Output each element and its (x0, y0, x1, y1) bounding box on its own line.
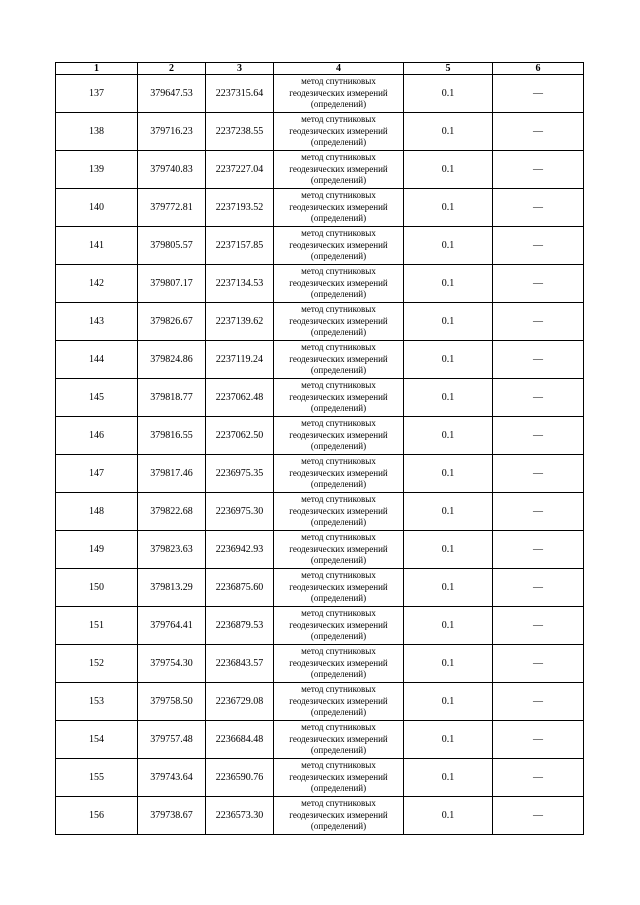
coordinates-table (55, 62, 584, 835)
table-row (56, 265, 584, 303)
x-coordinate-cell: 379743.64 (138, 759, 206, 797)
x-coordinate-cell: 379823.63 (138, 531, 206, 569)
note-cell: — (493, 417, 584, 455)
note-cell: — (493, 759, 584, 797)
y-coordinate-cell: 2236975.35 (206, 455, 274, 493)
x-coordinate-cell: 379754.30 (138, 645, 206, 683)
method-cell: метод спутниковых геодезических измерений (определений) (274, 151, 404, 189)
header-col-5: 5 (404, 63, 493, 75)
accuracy-cell: 0.1 (404, 721, 493, 759)
note-cell: — (493, 379, 584, 417)
method-cell: метод спутниковых геодезических измерений (определений) (274, 683, 404, 721)
point-number-cell: 145 (56, 379, 138, 417)
point-number-cell: 149 (56, 531, 138, 569)
point-number-cell: 140 (56, 189, 138, 227)
point-number-cell: 139 (56, 151, 138, 189)
method-cell: метод спутниковых геодезических измерений (определений) (274, 531, 404, 569)
x-coordinate-cell: 379764.41 (138, 607, 206, 645)
note-cell: — (493, 797, 584, 835)
note-cell: — (493, 645, 584, 683)
x-coordinate-cell: 379740.83 (138, 151, 206, 189)
y-coordinate-cell: 2237062.50 (206, 417, 274, 455)
y-coordinate-cell: 2236729.08 (206, 683, 274, 721)
header-col-2: 2 (138, 63, 206, 75)
x-coordinate-cell: 379805.57 (138, 227, 206, 265)
accuracy-cell: 0.1 (404, 227, 493, 265)
point-number-cell: 138 (56, 113, 138, 151)
note-cell: — (493, 341, 584, 379)
header-col-1: 1 (56, 63, 138, 75)
y-coordinate-cell: 2236843.57 (206, 645, 274, 683)
x-coordinate-cell: 379817.46 (138, 455, 206, 493)
accuracy-cell: 0.1 (404, 417, 493, 455)
table-row (56, 455, 584, 493)
point-number-cell: 150 (56, 569, 138, 607)
header-row (56, 63, 584, 75)
table-row (56, 151, 584, 189)
x-coordinate-cell: 379716.23 (138, 113, 206, 151)
accuracy-cell: 0.1 (404, 189, 493, 227)
accuracy-cell: 0.1 (404, 75, 493, 113)
point-number-cell: 155 (56, 759, 138, 797)
y-coordinate-cell: 2237315.64 (206, 75, 274, 113)
point-number-cell: 156 (56, 797, 138, 835)
accuracy-cell: 0.1 (404, 341, 493, 379)
table-row (56, 303, 584, 341)
x-coordinate-cell: 379807.17 (138, 265, 206, 303)
accuracy-cell: 0.1 (404, 151, 493, 189)
note-cell: — (493, 455, 584, 493)
method-cell: метод спутниковых геодезических измерений (определений) (274, 721, 404, 759)
note-cell: — (493, 75, 584, 113)
accuracy-cell: 0.1 (404, 569, 493, 607)
table-row (56, 417, 584, 455)
method-cell: метод спутниковых геодезических измерений (определений) (274, 227, 404, 265)
method-cell: метод спутниковых геодезических измерений (определений) (274, 455, 404, 493)
y-coordinate-cell: 2236942.93 (206, 531, 274, 569)
note-cell: — (493, 531, 584, 569)
method-cell: метод спутниковых геодезических измерений (определений) (274, 341, 404, 379)
accuracy-cell: 0.1 (404, 265, 493, 303)
table-row (56, 569, 584, 607)
note-cell: — (493, 151, 584, 189)
y-coordinate-cell: 2236573.30 (206, 797, 274, 835)
x-coordinate-cell: 379772.81 (138, 189, 206, 227)
y-coordinate-cell: 2236879.53 (206, 607, 274, 645)
accuracy-cell: 0.1 (404, 683, 493, 721)
note-cell: — (493, 569, 584, 607)
point-number-cell: 143 (56, 303, 138, 341)
point-number-cell: 153 (56, 683, 138, 721)
x-coordinate-cell: 379813.29 (138, 569, 206, 607)
y-coordinate-cell: 2236684.48 (206, 721, 274, 759)
note-cell: — (493, 265, 584, 303)
table-body (56, 75, 584, 835)
y-coordinate-cell: 2237227.04 (206, 151, 274, 189)
table-row (56, 189, 584, 227)
point-number-cell: 151 (56, 607, 138, 645)
table-row (56, 683, 584, 721)
y-coordinate-cell: 2237157.85 (206, 227, 274, 265)
point-number-cell: 141 (56, 227, 138, 265)
table-header (56, 63, 584, 75)
method-cell: метод спутниковых геодезических измерений (определений) (274, 569, 404, 607)
x-coordinate-cell: 379822.68 (138, 493, 206, 531)
accuracy-cell: 0.1 (404, 493, 493, 531)
point-number-cell: 137 (56, 75, 138, 113)
note-cell: — (493, 227, 584, 265)
accuracy-cell: 0.1 (404, 797, 493, 835)
method-cell: метод спутниковых геодезических измерений (определений) (274, 417, 404, 455)
y-coordinate-cell: 2236875.60 (206, 569, 274, 607)
note-cell: — (493, 607, 584, 645)
accuracy-cell: 0.1 (404, 303, 493, 341)
method-cell: метод спутниковых геодезических измерений (определений) (274, 645, 404, 683)
table-row (56, 75, 584, 113)
x-coordinate-cell: 379738.67 (138, 797, 206, 835)
accuracy-cell: 0.1 (404, 455, 493, 493)
accuracy-cell: 0.1 (404, 645, 493, 683)
x-coordinate-cell: 379647.53 (138, 75, 206, 113)
x-coordinate-cell: 379757.48 (138, 721, 206, 759)
point-number-cell: 146 (56, 417, 138, 455)
table-row (56, 645, 584, 683)
table-row (56, 379, 584, 417)
method-cell: метод спутниковых геодезических измерений (определений) (274, 303, 404, 341)
point-number-cell: 152 (56, 645, 138, 683)
note-cell: — (493, 113, 584, 151)
note-cell: — (493, 683, 584, 721)
point-number-cell: 154 (56, 721, 138, 759)
header-col-4: 4 (274, 63, 404, 75)
y-coordinate-cell: 2237119.24 (206, 341, 274, 379)
y-coordinate-cell: 2237062.48 (206, 379, 274, 417)
accuracy-cell: 0.1 (404, 379, 493, 417)
y-coordinate-cell: 2237134.53 (206, 265, 274, 303)
method-cell: метод спутниковых геодезических измерений (определений) (274, 113, 404, 151)
table-row (56, 531, 584, 569)
x-coordinate-cell: 379818.77 (138, 379, 206, 417)
method-cell: метод спутниковых геодезических измерений (определений) (274, 189, 404, 227)
x-coordinate-cell: 379824.86 (138, 341, 206, 379)
point-number-cell: 142 (56, 265, 138, 303)
y-coordinate-cell: 2236590.76 (206, 759, 274, 797)
method-cell: метод спутниковых геодезических измерений (определений) (274, 797, 404, 835)
method-cell: метод спутниковых геодезических измерений (определений) (274, 759, 404, 797)
y-coordinate-cell: 2237193.52 (206, 189, 274, 227)
x-coordinate-cell: 379826.67 (138, 303, 206, 341)
table-row (56, 721, 584, 759)
accuracy-cell: 0.1 (404, 759, 493, 797)
y-coordinate-cell: 2237238.55 (206, 113, 274, 151)
table-row (56, 493, 584, 531)
header-col-6: 6 (493, 63, 584, 75)
table-row (56, 341, 584, 379)
accuracy-cell: 0.1 (404, 113, 493, 151)
note-cell: — (493, 189, 584, 227)
method-cell: метод спутниковых геодезических измерений (определений) (274, 379, 404, 417)
note-cell: — (493, 493, 584, 531)
point-number-cell: 148 (56, 493, 138, 531)
x-coordinate-cell: 379816.55 (138, 417, 206, 455)
point-number-cell: 144 (56, 341, 138, 379)
table-row (56, 797, 584, 835)
table-row (56, 227, 584, 265)
method-cell: метод спутниковых геодезических измерений (определений) (274, 265, 404, 303)
accuracy-cell: 0.1 (404, 607, 493, 645)
note-cell: — (493, 303, 584, 341)
table-row (56, 113, 584, 151)
table-row (56, 607, 584, 645)
x-coordinate-cell: 379758.50 (138, 683, 206, 721)
accuracy-cell: 0.1 (404, 531, 493, 569)
y-coordinate-cell: 2237139.62 (206, 303, 274, 341)
method-cell: метод спутниковых геодезических измерений (определений) (274, 75, 404, 113)
note-cell: — (493, 721, 584, 759)
point-number-cell: 147 (56, 455, 138, 493)
y-coordinate-cell: 2236975.30 (206, 493, 274, 531)
header-col-3: 3 (206, 63, 274, 75)
table-row (56, 759, 584, 797)
method-cell: метод спутниковых геодезических измерений (определений) (274, 493, 404, 531)
method-cell: метод спутниковых геодезических измерений (определений) (274, 607, 404, 645)
